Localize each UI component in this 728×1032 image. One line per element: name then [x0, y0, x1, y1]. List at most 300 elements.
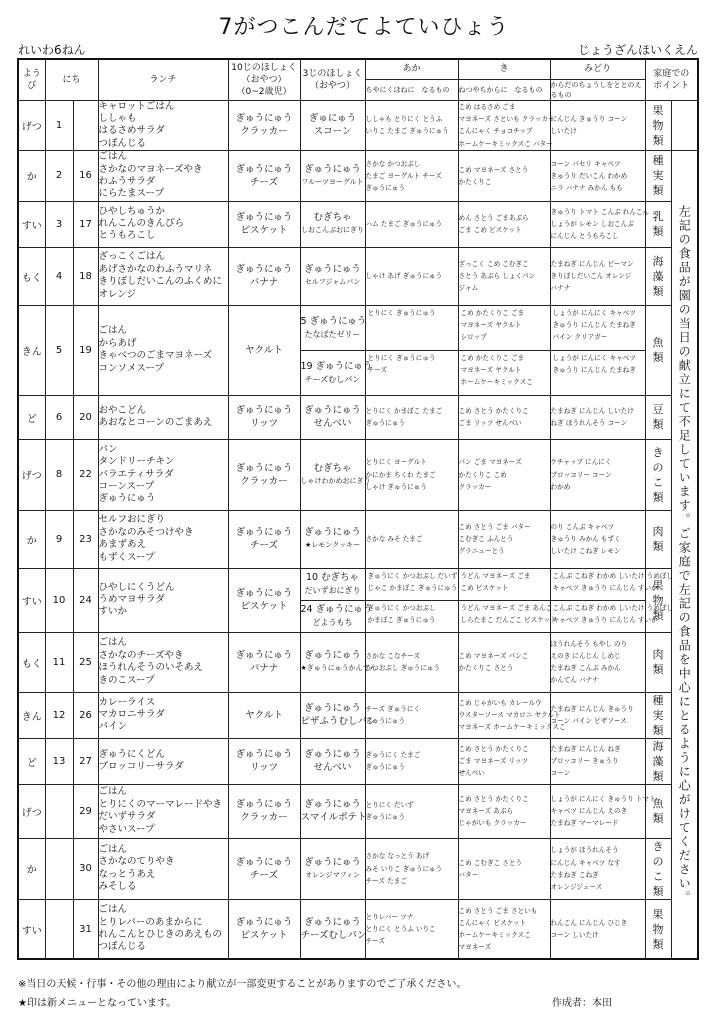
text-line: しょうが にんにく キャベツ	[552, 353, 636, 362]
table-row	[18, 838, 698, 899]
food-category-cell	[645, 692, 671, 738]
header-point-line: ポイント	[653, 80, 690, 91]
table-row	[18, 151, 698, 202]
midori-cell	[550, 151, 645, 202]
table-row	[18, 439, 698, 510]
text-line: とりにく ぎゅうにゅう	[367, 353, 436, 362]
text-line: チーズ ぎゅうにく	[365, 705, 421, 714]
snack3-sub: ★ぎゅうにゅうかんてん	[300, 664, 377, 673]
weekday-cell: きん	[18, 305, 45, 395]
table-row	[18, 738, 698, 784]
snack3-part	[301, 306, 365, 350]
header-aka: あか	[365, 59, 458, 79]
midori-cell	[550, 838, 645, 899]
text-line: ぎゅうにく かつおぶし	[367, 603, 436, 612]
text-line: ぎゅうにゅう	[98, 493, 156, 505]
snack3-part	[300, 350, 373, 395]
text-line: コーン しいたけ	[550, 931, 599, 939]
header-snack10-line: （0~2歳児）	[236, 86, 292, 97]
date-cell-1	[45, 838, 73, 899]
text-line: こめ かたくりこ ごま	[460, 308, 525, 317]
snack10-cell	[228, 899, 300, 959]
text-line: ぎゅうにゅう	[365, 419, 405, 428]
text-line: コーン パセリ キャベツ	[550, 159, 621, 168]
text-line: ぎゅうにゅう	[365, 184, 405, 193]
snack3-cell	[300, 510, 365, 568]
text-line: ぎゅうにゅう	[235, 856, 293, 868]
header-snack3	[300, 59, 365, 100]
text-line: ぎゅうにゅう	[235, 212, 293, 224]
text-line: とりにく かまぼこ たまご	[365, 407, 443, 416]
text-line: こめ こむぎこ さとう	[458, 858, 523, 867]
midori-part	[551, 306, 645, 350]
text-line: たまねぎ にんじん しいたけ	[550, 407, 634, 416]
text-line: さかな なっとう あげ	[365, 852, 430, 861]
lunch-cell	[98, 439, 228, 510]
text-line: さかな かつおぶし	[365, 159, 421, 168]
text-line: こめ マヨネーズ パンこ	[458, 652, 529, 661]
aka-cell	[365, 838, 458, 899]
date-cell-1	[45, 899, 73, 959]
text-line: リッツ	[249, 418, 279, 430]
text-line: しょうが レモン しおこんぶ	[550, 220, 634, 229]
lunch-cell	[98, 510, 228, 568]
text-line: とりレバーのあまからに	[98, 916, 203, 928]
text-line: ぎゅうにゅう	[235, 917, 293, 928]
food-category: 果物類	[652, 578, 664, 622]
text-line: マヨネーズ あぶら	[458, 807, 514, 816]
text-line: こめ かたくりこ ごま	[460, 353, 525, 362]
text-line: ケチャップ にんにく	[550, 458, 612, 467]
text-line: ぎゅうにくどん	[98, 748, 166, 760]
text-line: ぎゅうにゅう	[235, 113, 293, 125]
date-cell-2	[73, 100, 98, 151]
weekday-cell: か	[18, 838, 45, 899]
snack3-cell	[300, 632, 377, 692]
text-line: ぎゅうにゅう	[235, 264, 293, 276]
snack10-cell	[228, 151, 300, 202]
text-line: しゃけ ぎゅうにゅう	[365, 482, 427, 491]
date-cell-1: 11	[45, 632, 73, 692]
text-line: かたくりこ さとう	[458, 664, 514, 673]
text-line: きりぼしだいこんのふくめに	[98, 276, 223, 288]
ki-cell	[458, 632, 550, 692]
date-cell-2: 26	[73, 692, 98, 738]
text-line: たまねぎ にんじん ねぎ	[550, 744, 621, 753]
date-cell-2: 24	[73, 568, 98, 632]
table-row	[18, 568, 698, 632]
ki-cell	[458, 899, 550, 959]
text-line: パイン クリアガー	[552, 333, 608, 342]
ki-cell	[458, 247, 550, 305]
text-line: ごま マヨネーズ リッツ	[458, 757, 529, 766]
text-line: つぼんじる	[98, 941, 147, 953]
text-line: きゅうり にんじん たまねぎ	[552, 365, 636, 374]
text-line: バター	[458, 870, 479, 879]
table-row	[18, 692, 698, 738]
midori-part	[551, 350, 645, 395]
text-line: きゅうり トマト こんぶ れんこん	[550, 207, 650, 216]
text-line: こめ はるさめ ごま	[458, 102, 516, 111]
weekday-cell: すい	[18, 568, 45, 632]
text-line: クラッカー	[458, 482, 492, 491]
food-category: 果物類	[652, 103, 664, 147]
lunch-cell	[98, 201, 228, 247]
text-line: マヨネーズ ヤクルト	[460, 320, 522, 329]
midori-cell	[550, 395, 645, 439]
snack3-cell	[300, 738, 365, 784]
text-line: しょうが にんにく キャベツ	[552, 308, 636, 317]
table-row	[18, 395, 698, 439]
text-line: せんべい	[458, 769, 485, 778]
snack10-cell	[228, 201, 300, 247]
text-line: さとう あぶら しょくパン	[458, 272, 536, 281]
text-line: キャベツ にんじん えのき	[550, 807, 628, 816]
snack3-cell	[300, 784, 365, 838]
text-line: たまご ヨーグルト チーズ	[365, 171, 442, 180]
food-category-cell	[645, 899, 671, 959]
snack3-cell	[300, 899, 365, 959]
text-line: こめ さとう かたくりこ	[458, 794, 529, 803]
text-line: パン	[98, 443, 118, 455]
text-line: さかなのてりやき	[98, 856, 175, 868]
date-cell-1: 12	[45, 692, 73, 738]
text-line: ブロッコリー きゅうり	[550, 757, 619, 766]
text-line: さかなのチーズやき	[98, 649, 184, 661]
text-line: チーズ	[250, 869, 279, 881]
text-line: とうもろこし	[98, 230, 156, 242]
text-line: クラッカー	[240, 475, 288, 487]
text-line: ジャム	[458, 284, 479, 293]
lunch-cell	[98, 305, 228, 395]
lunch-cell	[98, 568, 228, 632]
date-cell-1: 3	[45, 201, 73, 247]
text-line: こめ ビスケット	[460, 583, 509, 592]
date-cell-1: 4	[45, 247, 73, 305]
snack3-cell	[300, 201, 365, 247]
header-point	[645, 59, 698, 100]
header-snack3-line: （おやつ）	[310, 80, 356, 91]
lunch-cell	[98, 100, 228, 151]
text-line: ごはん	[98, 637, 128, 649]
text-line: たまねぎ にんじん きゅうり	[550, 705, 634, 714]
text-line: ヤクルト	[245, 709, 283, 721]
text-line: わふうサラダ	[98, 175, 156, 187]
snack3-sub: ★レモンクッキー	[304, 541, 361, 550]
text-line: さかなのみそつけやき	[98, 526, 194, 538]
snack3-sub: しおこんぶおにぎり	[301, 226, 365, 235]
snack3-sub: ピザふうむしパン	[300, 716, 377, 728]
snack3-sub: スマイルポテト	[300, 812, 367, 824]
snack10-cell	[228, 838, 300, 899]
text-line: あおなとコーンのごまあえ	[98, 417, 213, 429]
text-line: かにかま ちくわ たまご	[365, 470, 436, 479]
text-line: ほうれんそう もやし のり	[550, 639, 628, 648]
ki-cell	[458, 510, 550, 568]
text-line: れんこんとひじきのあえもの	[98, 929, 223, 940]
text-line: ぎゅうにゅう	[235, 650, 293, 662]
snack3-cell	[300, 100, 365, 151]
text-line: ごま リッツ せんべい	[458, 419, 522, 428]
text-line: たまねぎ こねぎ	[550, 870, 599, 879]
era-label: れいわ6ねん	[18, 43, 86, 57]
text-line: えのき にんじん しめじ	[550, 652, 621, 661]
text-line: タンドリーチキン	[98, 456, 175, 468]
text-line: とりレバー ツナ	[365, 912, 414, 921]
text-line: ごはん	[98, 904, 128, 916]
text-line: ごはん	[98, 325, 128, 337]
snack3-main: 10 むぎちゃ	[305, 572, 360, 584]
table-row	[18, 899, 698, 959]
text-line: めん さとう ごまあぶら	[458, 214, 529, 223]
ki-part	[459, 350, 550, 395]
midori-cell	[550, 632, 645, 692]
date-cell-2: 29	[73, 784, 98, 838]
text-line: みそしる	[98, 881, 137, 893]
text-line: ブロッコリーサラダ	[98, 761, 184, 773]
date-cell-2: 18	[73, 247, 98, 305]
snack10-cell	[228, 784, 300, 838]
text-line: しょうが ほうれんそう	[550, 846, 619, 855]
snack3-sub: しゃけわかめおにぎり	[300, 476, 371, 485]
text-line: ビスケット	[240, 225, 288, 237]
text-line: ひやしちゅうか	[98, 205, 166, 217]
snack10-cell	[228, 510, 300, 568]
food-category-cell	[645, 247, 671, 305]
aka-cell	[365, 510, 458, 568]
text-line: ぎゅうにゅう	[235, 405, 293, 417]
text-line: やさいスープ	[98, 823, 155, 835]
text-line: とりにく ぎゅうにゅう	[367, 308, 436, 317]
snack3-main: ぎゅうにゅう	[304, 405, 361, 417]
snack3-main: ぎゅうにゅう	[304, 264, 361, 276]
aka-cell	[365, 568, 458, 632]
text-line: オレンジ	[98, 288, 137, 300]
text-line: ブロッコリー コーン	[550, 470, 612, 479]
ki-cell	[458, 738, 550, 784]
snack3-main: ぎゅうにゅう	[304, 527, 361, 539]
ki-cell	[458, 784, 550, 838]
food-category: 種実類	[652, 154, 664, 198]
text-line: チーズ	[250, 540, 279, 552]
food-category-cell	[645, 838, 671, 899]
snack3-main: 5 ぎゅうにゅう	[300, 315, 367, 327]
aka-cell	[365, 632, 458, 692]
midori-cell	[550, 100, 645, 151]
snack3-part	[301, 569, 365, 600]
date-cell-2: 25	[73, 632, 98, 692]
midori-cell	[550, 201, 650, 247]
date-cell-2: 23	[73, 510, 98, 568]
table-row	[18, 784, 698, 838]
text-line: シロップ	[460, 333, 487, 342]
text-line: すいか	[98, 606, 128, 618]
ki-part	[459, 600, 557, 632]
text-line: マカロニサラダ	[98, 709, 165, 721]
aka-part	[366, 600, 458, 632]
food-category: 海藻類	[652, 739, 664, 783]
aka-cell	[365, 899, 458, 959]
text-line: キャベツ きゅうり にんじん すいか	[552, 583, 658, 592]
text-line: チーズ	[367, 365, 387, 374]
text-line: コーン パイン ピザソース	[550, 717, 627, 726]
snack10-cell	[228, 247, 300, 305]
snack10-cell	[228, 568, 300, 632]
food-category-cell	[645, 439, 671, 510]
snack3-cell	[300, 151, 365, 202]
weekday-cell: げつ	[18, 439, 45, 510]
text-line: ぎゅうにゅう	[365, 763, 405, 772]
text-line: リッツ	[249, 762, 279, 774]
text-line: ししゃも	[98, 112, 137, 124]
aka-part	[366, 306, 458, 350]
text-line: とりにく だいず	[365, 801, 414, 810]
snack3-main: ぎゅうにゅう	[304, 799, 361, 811]
food-category: 果物類	[652, 907, 664, 951]
text-line: しらたまこ だんごこ ビスケット	[460, 615, 557, 624]
midori-cell	[550, 247, 645, 305]
date-cell-1: 13	[45, 738, 73, 784]
lunch-cell	[98, 395, 228, 439]
date-cell-2: 16	[73, 151, 98, 202]
weekday-cell: ど	[18, 395, 45, 439]
date-cell-2: 19	[73, 305, 98, 395]
ki-cell	[458, 568, 557, 632]
text-line: ほうれんそうのいそあえ	[98, 662, 204, 674]
text-line: いりこ たまご ぎゅうにゅう	[365, 127, 449, 136]
text-line: きゅうり にんじん たまねぎ	[552, 320, 636, 329]
ki-cell	[458, 692, 566, 738]
aka-cell	[365, 305, 458, 395]
text-line: こんぶ こねぎ わかめ しいたけ うめぼし	[552, 603, 673, 612]
text-line: ぎゅうにく たまご	[365, 751, 421, 760]
snack3-main: ぎゅうにゅう	[304, 650, 361, 662]
table-row	[18, 632, 698, 692]
snack3-cell	[300, 692, 377, 738]
date-cell-2: 30	[73, 838, 98, 899]
header-lunch: ランチ	[98, 59, 228, 100]
snack3-cell	[300, 439, 371, 510]
snack3-sub: たなばたゼリー	[304, 329, 361, 339]
food-category: 肉類	[652, 525, 664, 554]
text-line: ぎゅうにゅう	[235, 163, 293, 175]
snack3-sub: だいずおにぎり	[304, 586, 361, 596]
footer-note-new-menu: ★印は新メニューとなっています。	[18, 998, 177, 1009]
text-line: かたくりこ こめ	[458, 470, 507, 479]
aka-part	[366, 569, 458, 600]
date-cell-1	[45, 784, 73, 838]
text-line: ぎゅうにゅう	[235, 799, 293, 811]
snack3-main: むぎちゃ	[313, 212, 352, 224]
text-line: パイン	[98, 721, 128, 733]
header-aka-sub: ちやにくほねに なるもの	[365, 79, 458, 100]
date-cell-1: 10	[45, 568, 73, 632]
snack3-cell	[300, 247, 365, 305]
text-line: たまねぎ にんじん ピーマン	[550, 259, 634, 268]
lunch-cell	[98, 738, 228, 784]
food-category-cell	[645, 151, 671, 202]
text-line: ぎゅうにゅう	[365, 717, 405, 726]
text-line: きゅうり だいこん わかめ	[550, 171, 628, 180]
text-line: チーズ	[365, 937, 385, 946]
snack3-sub: チーズむしパン	[304, 374, 361, 384]
lunch-cell	[98, 151, 228, 202]
aka-cell	[365, 201, 458, 247]
snack10-cell	[228, 439, 300, 510]
point-blank-cell	[671, 100, 698, 151]
snack3-sub: スコーン	[313, 126, 352, 138]
weekday-cell: もく	[18, 632, 45, 692]
snack3-main: 19 ぎゅうにゅう	[300, 360, 373, 372]
header-snack10-line: （おやつ）	[241, 74, 287, 85]
text-line: じゃがいも クラッカー	[458, 819, 527, 828]
header-nichi: にち	[45, 59, 98, 100]
text-line: もずくスープ	[98, 551, 155, 563]
text-line: かまぼこ ぎゅうにゅう	[367, 615, 436, 624]
table-row	[18, 247, 698, 305]
text-line: こめ じゃがいも カレールウ	[458, 698, 542, 707]
snack3-sub: せんべい	[313, 762, 352, 774]
text-line: ぎゅうにゅう	[235, 462, 293, 474]
food-category: 豆類	[652, 403, 664, 432]
text-line: れんこんのきんぴら	[98, 218, 185, 230]
text-line: ごま こめ ビスケット	[458, 226, 522, 235]
snack10-cell	[228, 100, 300, 151]
text-line: かたくりこ	[458, 177, 492, 186]
snack3-cell	[300, 305, 373, 395]
text-line: きりぼしだいこん オレンジ	[550, 272, 632, 281]
text-line: さかな みそ たまご	[365, 535, 423, 544]
snack3-cell	[300, 838, 365, 899]
text-line: ぎゅうにゅう	[235, 527, 293, 539]
text-line: のり こんぶ キャベツ	[550, 522, 615, 531]
ki-cell	[458, 439, 550, 510]
header-youbi: ようび	[18, 59, 45, 100]
text-line: れんこん にんじん ひじき	[550, 918, 628, 927]
snack3-main: ぎゅうにゅう	[304, 749, 361, 761]
header-midori-sub: からだのちょうしをととのえるもの	[550, 79, 645, 100]
text-line: にらたまスープ	[98, 188, 165, 200]
food-category: きのこ類	[652, 445, 664, 504]
midori-cell	[550, 510, 645, 568]
aka-cell	[365, 100, 458, 151]
text-line: バナナ	[249, 663, 279, 675]
weekday-cell: げつ	[18, 784, 45, 838]
text-line: しいたけ こねぎ レモン	[550, 547, 621, 556]
aka-cell	[365, 784, 458, 838]
text-line: コーンスープ	[98, 480, 155, 492]
food-category: 魚類	[652, 336, 664, 365]
text-line: ししゃも とりにく とうふ	[365, 115, 443, 124]
snack10-cell	[228, 632, 300, 692]
aka-cell	[365, 247, 458, 305]
table-row	[18, 100, 698, 151]
snack3-main: ぎゅにゅう	[308, 113, 357, 125]
text-line: つぼんじる	[98, 137, 147, 149]
weekday-cell: すい	[18, 899, 45, 959]
text-line: ぎゅうにゅう	[365, 813, 405, 822]
text-line: ごはん	[98, 843, 128, 855]
text-line: ヤクルト	[245, 344, 283, 356]
text-line: たまねぎ マーマレード	[550, 819, 619, 828]
snack3-sub: セルフジャムパン	[304, 278, 361, 287]
text-line: こめ さとう かたくりこ	[458, 744, 529, 753]
aka-part	[366, 350, 458, 395]
text-line: クラッカー	[240, 126, 288, 138]
text-line: きのこスープ	[98, 674, 155, 686]
lunch-cell	[98, 899, 228, 959]
text-line: うどん マヨネーズ ごま	[460, 571, 531, 580]
